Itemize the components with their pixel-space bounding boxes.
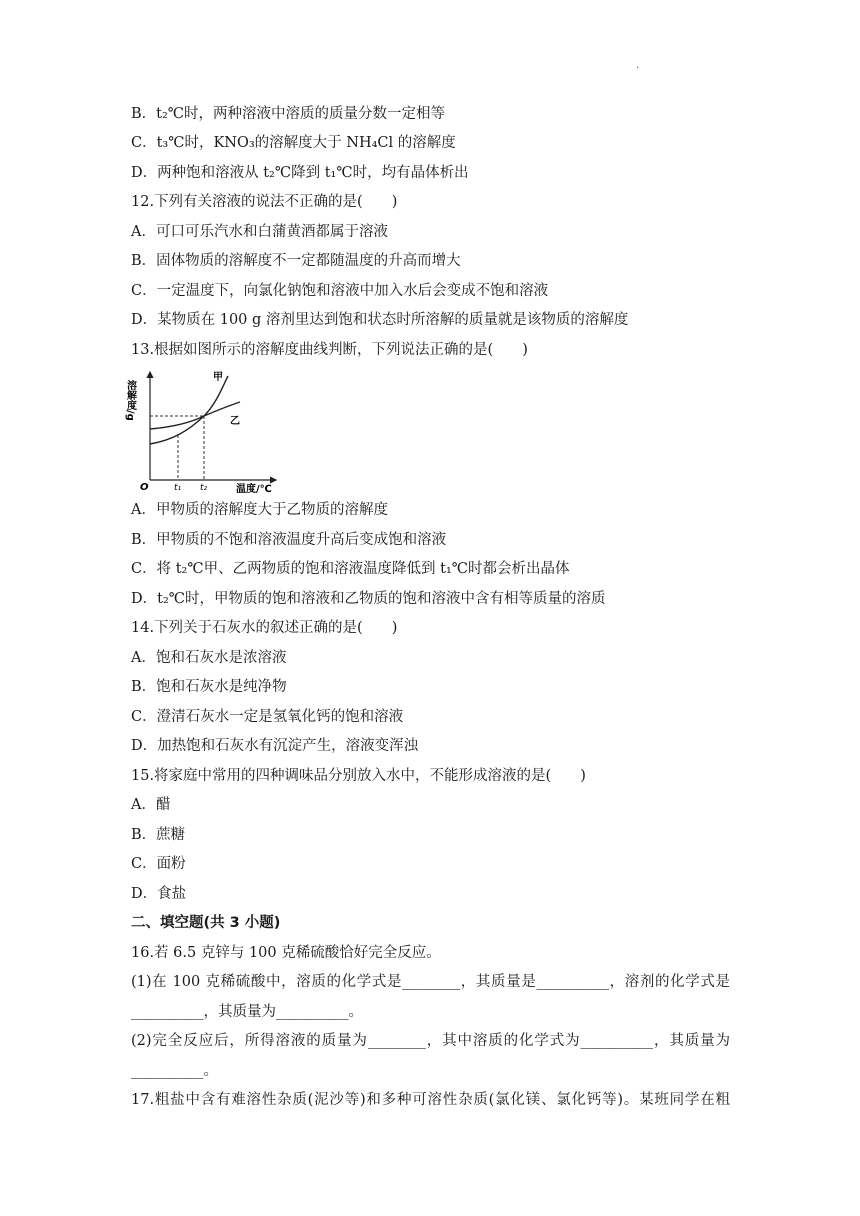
q11-option-b: B．t₂℃时，两种溶液中溶质的质量分数一定相等 (131, 106, 446, 122)
section-heading-fill-in: 二、填空题(共 3 小题) (131, 915, 281, 931)
q14-stem: 14.下列关于石灰水的叙述正确的是( ) (131, 620, 398, 636)
q12-option-a: A．可口可乐汽水和白蒲黄酒都属于溶液 (131, 224, 388, 240)
q12-stem: 12.下列有关溶液的说法不正确的是( ) (131, 194, 398, 210)
q13-option-d: D．t₂℃时，甲物质的饱和溶液和乙物质的饱和溶液中含有相等质量的溶质 (131, 591, 606, 607)
t1-label: t₁ (174, 483, 182, 493)
q16-stem: 16.若 6.5 克锌与 100 克稀硫酸恰好完全反应。 (131, 945, 441, 961)
curve-jia (150, 376, 228, 444)
q14-option-b: B．饱和石灰水是纯净物 (131, 679, 287, 695)
page-mark: . (636, 60, 640, 71)
t2-label: t₂ (200, 483, 208, 493)
q16-part2-line2: __________。 (131, 1063, 218, 1079)
q15-option-a: A．醋 (131, 797, 171, 813)
q17-stem: 17.粗盐中含有难溶性杂质(泥沙等)和多种可溶性杂质(氯化镁、氯化钙等)。某班同学在粗 (131, 1092, 730, 1108)
origin-label: O (140, 482, 149, 493)
curve-jia-label: 甲 (213, 372, 223, 383)
x-axis-label: 温度/℃ (236, 484, 272, 495)
q12-option-d: D．某物质在 100 g 溶剂里达到饱和状态时所溶解的质量就是该物质的溶解度 (131, 312, 629, 328)
q13-stem: 13.根据如图所示的溶解度曲线判断，下列说法正确的是( ) (131, 342, 528, 358)
q14-option-a: A．饱和石灰水是浓溶液 (131, 650, 287, 666)
q15-option-c: C．面粉 (131, 856, 186, 872)
q12-option-c: C．一定温度下，向氯化钠饱和溶液中加入水后会变成不饱和溶液 (131, 283, 549, 299)
q12-option-b: B．固体物质的溶解度不一定都随温度的升高而增大 (131, 253, 461, 269)
q15-stem: 15.将家庭中常用的四种调味品分别放入水中，不能形成溶液的是( ) (131, 768, 586, 784)
q15-option-b: B．蔗糖 (131, 827, 186, 843)
q16-part1-line2: __________，其质量为__________。 (131, 1004, 363, 1020)
q16-part2-line1: (2)完全反应后，所得溶液的质量为________，其中溶质的化学式为__________，其质量为 (131, 1033, 730, 1049)
q15-option-d: D．食盐 (131, 886, 187, 902)
q13-option-b: B．甲物质的不饱和溶液温度升高后变成饱和溶液 (131, 532, 447, 548)
q11-option-c: C．t₃℃时，KNO₃的溶解度大于 NH₄Cl 的溶解度 (131, 135, 456, 151)
q13-option-a: A．甲物质的溶解度大于乙物质的溶解度 (131, 502, 388, 518)
q11-option-d: D．两种饱和溶液从 t₂℃降到 t₁℃时，均有晶体析出 (131, 165, 469, 181)
q14-option-d: D．加热饱和石灰水有沉淀产生，溶液变浑浊 (131, 738, 419, 754)
y-axis-label: 溶解度/g (124, 380, 136, 421)
curve-yi-label: 乙 (230, 416, 240, 427)
q14-option-c: C．澄清石灰水一定是氢氧化钙的饱和溶液 (131, 709, 404, 725)
q13-option-c: C．将 t₂℃甲、乙两物质的饱和溶液温度降低到 t₁℃时都会析出晶体 (131, 561, 570, 577)
solubility-curve-figure (124, 366, 283, 498)
q16-part1-line1: (1)在 100 克稀硫酸中，溶质的化学式是________，其质量是__________，溶剂的化学式是 (131, 974, 730, 990)
